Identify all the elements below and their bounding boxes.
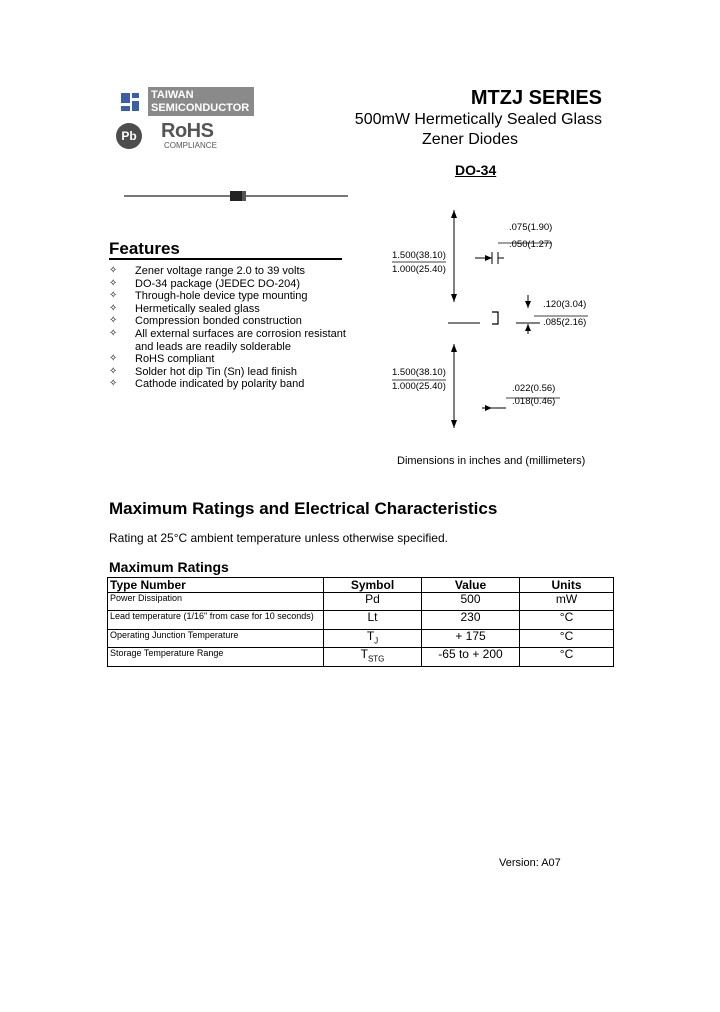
max-ratings-table [107, 577, 614, 667]
feature-item: ✧ All external surfaces are corrosion resistant [109, 327, 346, 340]
features-list [109, 265, 346, 391]
dim-lead-top-min: 1.000(25.40) [392, 264, 446, 275]
rohs-label: RoHS [161, 120, 214, 142]
features-title: Features [109, 239, 180, 258]
section-title: Maximum Ratings and Electrical Characteristics [109, 499, 498, 518]
bullet-icon: ✧ [109, 365, 118, 377]
subtitle-line1: 500mW Hermetically Sealed Glass [354, 111, 602, 128]
dimensions-caption: Dimensions in inches and (millimeters) [397, 455, 586, 467]
feature-item: ✧ Cathode indicated by polarity band [109, 378, 305, 391]
bullet-icon: ✧ [109, 353, 118, 365]
dim-lead-top-max: 1.500(38.10) [392, 250, 446, 261]
dim-lead-bottom-min: 1.000(25.40) [392, 381, 446, 392]
feature-item-continuation: and leads are readily solderable [135, 340, 291, 353]
package-name: DO-34 [455, 162, 497, 178]
table-row: Lead temperature (1/16" from case for 10 seconds) Lt 230 °C [108, 611, 614, 629]
feature-item: ✧ DO-34 package (JEDEC DO-204) [109, 277, 301, 290]
rohs-compliance-label: COMPLIANCE [164, 141, 217, 150]
col-header-units: Units [520, 578, 614, 593]
feature-item: ✧ Through-hole device type mounting [109, 290, 308, 303]
company-line2: SEMICONDUCTOR [151, 102, 250, 114]
table-header-row [108, 578, 614, 593]
company-name [148, 87, 254, 116]
dim-body-len-min: .085(2.16) [543, 317, 587, 328]
feature-item: ✧ Zener voltage range 2.0 to 39 volts [109, 265, 305, 277]
diode-image [124, 188, 348, 204]
col-header-type: Type Number [108, 578, 324, 593]
dim-lead-bottom-max: 1.500(38.10) [392, 367, 446, 378]
feature-item: ✧ RoHS compliant [109, 353, 215, 366]
feature-item: ✧ Solder hot dip Tin (Sn) lead finish [109, 365, 298, 378]
bullet-icon: ✧ [109, 378, 118, 390]
feature-item: ✧ Compression bonded construction [109, 315, 302, 328]
table-row: Operating Junction Temperature $T_J$ + 175 °C [108, 629, 614, 647]
version-label: Version: A07 [499, 857, 561, 869]
dim-body-dia-max: .075(1.90) [509, 222, 553, 233]
table-row: Power Dissipation Pd 500 mW [108, 593, 614, 611]
col-header-symbol: Symbol [324, 578, 422, 593]
ts-logo-icon [117, 87, 147, 116]
bullet-icon: ✧ [109, 265, 118, 276]
bullet-icon: ✧ [109, 327, 118, 339]
company-line1: TAIWAN [151, 89, 194, 101]
dim-body-dia-min: .050(1.27) [509, 239, 553, 250]
bullet-icon: ✧ [109, 302, 118, 314]
bullet-icon: ✧ [109, 277, 118, 289]
rating-note: Rating at 25°C ambient temperature unless otherwise specified. [109, 531, 448, 545]
dim-lead-dia-min: .018(0.46) [512, 396, 556, 407]
subtitle-line2: Zener Diodes [421, 131, 518, 148]
dim-lead-dia-max: .022(0.56) [512, 383, 556, 394]
series-title: MTZJ SERIES [470, 87, 602, 109]
features-underline [109, 258, 342, 260]
bullet-icon: ✧ [109, 315, 118, 327]
max-ratings-title: Maximum Ratings [109, 559, 229, 575]
table-row: Storage Temperature Range $T_{STG}$ -65 to + 200 °C [108, 648, 614, 666]
col-header-value: Value [422, 578, 520, 593]
feature-item: ✧ Hermetically sealed glass [109, 302, 260, 315]
dim-body-len-max: .120(3.04) [543, 299, 587, 310]
pb-free-badge: Pb [116, 123, 142, 149]
bullet-icon: ✧ [109, 290, 118, 302]
